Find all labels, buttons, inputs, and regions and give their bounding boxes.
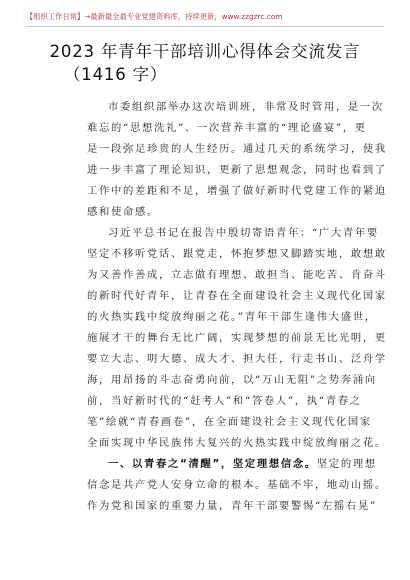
text-line: 前，当好新时代的“赶考人”和“答卷人”，执“青春之 [87,395,362,407]
text-line: 坚定不移听党话、跟党走，怀抱梦想又脚踏实地，敢想敢 [87,248,387,260]
header-text: 【组织工作日常】→最新最全最专业党建资料库，持续更新，www.zzgzrc.com [26,12,283,21]
section-heading: 一、以青春之“清醒”，坚定理想信念。 [108,458,317,470]
text-line: 为又善作善成，立志做有理想、敢担当、能吃苦、肯奋斗 [87,269,387,281]
text-line: 作为党和国家的重要力量，青年干部要警惕“左摇右晃” [87,500,377,512]
text-line: 感和使命感。 [87,206,159,218]
document-title [20,40,390,86]
document-body [87,97,387,517]
text-line: 是一段弥足珍贵的人生经历。通过几天的系统学习，使我 [87,143,387,155]
text-line: 市委组织部举办这次培训班，非常及时管用，是一次 [108,101,384,113]
text-line: 难忘的“思想洗礼”、一次营养丰富的“理论盛宴”，更 [87,122,367,134]
text-line: 工作中的差距和不足，增强了做好新时代党建工作的紧迫 [87,185,387,197]
text-line: 习近平总书记在报告中殷切寄语青年：“广大青年要 [108,227,379,239]
text-line: 的新时代好青年，让青春在全面建设社会主义现代化国家 [87,290,387,302]
title-line-2: （1416 字） [64,65,168,84]
text-line: 笔”绘就“青春画卷”，在全面建设社会主义现代化国家 [87,416,372,428]
text-line: 的火热实践中绽放绚丽之花。”青年干部生逢伟大盛世， [87,311,377,323]
text-line: 全面实现中华民族伟大复兴的火热实践中绽放绚丽之花。 [87,437,387,449]
paragraph-2 [87,223,387,454]
heading-trailing-text: 坚定的理想 [316,458,377,470]
paragraph-3 [87,454,387,517]
title-line-1: 2023 年青年干部培训心得体会交流发言 [49,42,361,61]
text-line: 进一步丰富了理论知识，更新了思想观念，同时也看到了 [87,164,387,176]
text-line [87,454,377,475]
text-line: 海，用昂扬的斗志奋勇向前，以“万山无阻”之势奔涌向 [87,374,377,386]
text-line: 信念是共产党人安身立命的根本。基础不牢，地动山摇。 [87,479,387,491]
text-line: 要立大志、明大德、成大才、担大任，行走书山、泛舟学 [87,353,387,365]
page-header [26,8,384,27]
paragraph-1 [87,97,387,223]
text-line: 施展才干的舞台无比广阔，实现梦想的前景无比光明，更 [87,332,387,344]
